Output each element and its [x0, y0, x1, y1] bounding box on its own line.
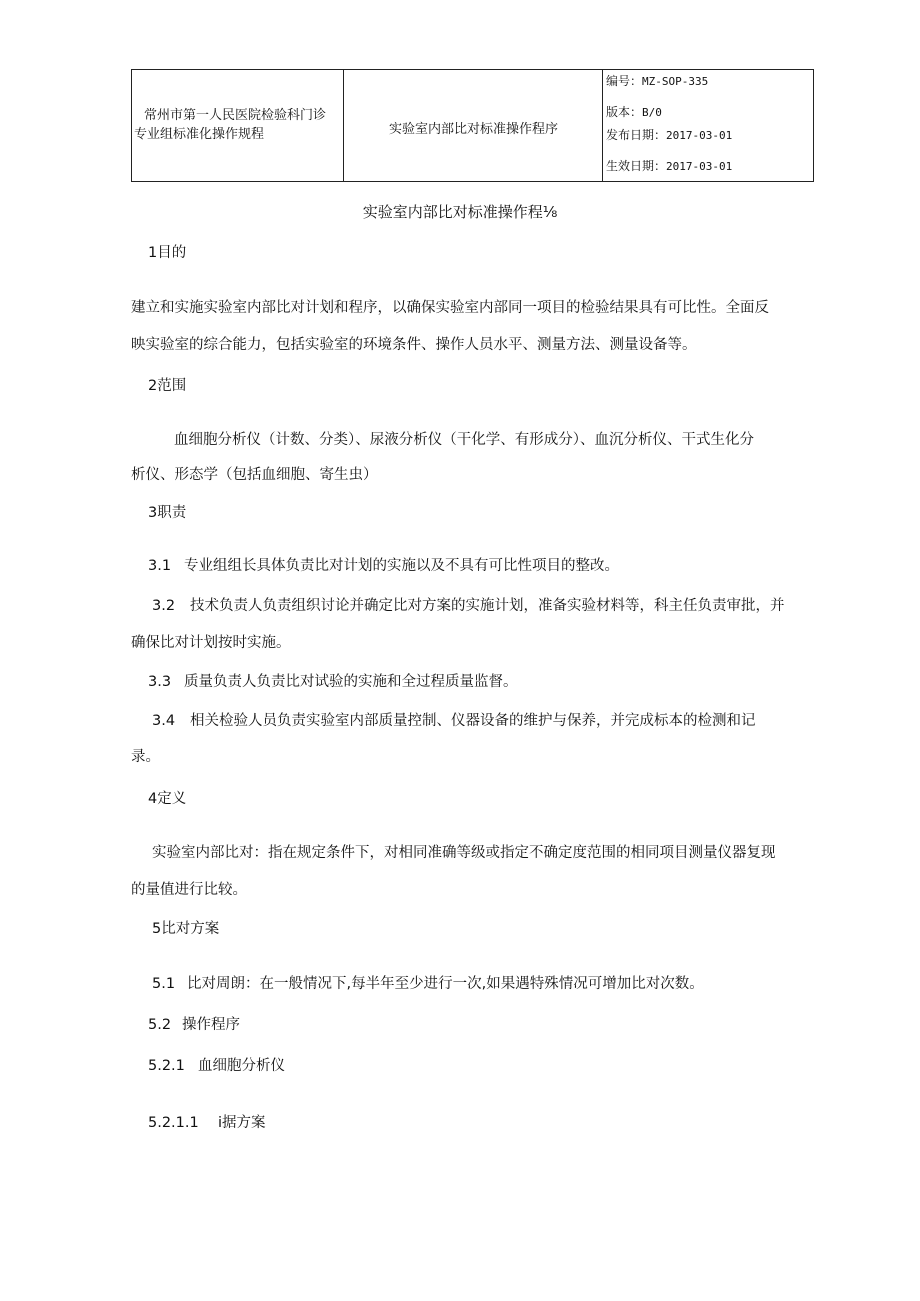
effective-date-row: [606, 157, 732, 174]
sop-title: 实验室内部比对标准操作程序: [388, 122, 558, 137]
document-header-table: [131, 69, 814, 182]
version-value: B/0: [642, 106, 662, 119]
header-title-cell: [344, 70, 603, 181]
code-label: 编号：: [606, 74, 643, 88]
section-2-heading: 2范围: [148, 378, 187, 394]
item-3-3-text: 质量负责人负责比对试验的实施和全过程质量监督。: [184, 674, 518, 690]
item-3-4-text-line-2: 录。: [131, 749, 160, 765]
item-5-2-number: 5.2: [148, 1017, 172, 1033]
section-2-text-line-1: 血细胞分析仪（计数、分类）、尿液分析仪（干化学、有形成分）、血沉分析仪、干式生化分: [174, 432, 754, 448]
hospital-name: [132, 106, 344, 144]
effective-date-label: 生效日期：: [606, 159, 667, 173]
item-3-3-number: 3.3: [148, 674, 172, 690]
header-meta-cell: [603, 70, 813, 181]
version-label: 版本：: [606, 105, 643, 119]
header-hospital-cell: [132, 70, 344, 181]
section-1-text-line-1: 建立和实施实验室内部比对计划和程序，以确保实验室内部同一项目的检验结果具有可比性。全面反: [131, 300, 769, 316]
item-5-2-text: 操作程序: [182, 1017, 240, 1033]
item-5-1-text: 比对周朗：在一般情况下,每半年至少进行一次,如果遇特殊情况可增加比对次数。: [187, 976, 704, 992]
section-5-heading: 5比对方案: [152, 921, 220, 937]
code-value: MZ-SOP-335: [642, 75, 709, 88]
item-3-2-number: 3.2: [152, 598, 176, 614]
effective-date-value: 2017-03-01: [666, 160, 733, 173]
item-5-1-number: 5.1: [152, 976, 176, 992]
code-row: [606, 72, 708, 89]
issue-date-label: 发布日期：: [606, 128, 667, 142]
section-2-text-line-2: 析仪、形态学（包括血细胞、寄生虫）: [131, 467, 378, 483]
section-1-text-line-2: 映实验室的综合能力，包括实验室的环境条件、操作人员水平、测量方法、测量设备等。: [131, 337, 697, 353]
section-4-text-line-2: 的量值进行比较。: [131, 882, 247, 898]
item-5-2-1-number: 5.2.1: [148, 1058, 185, 1074]
item-3-4-text: 相关检验人员负责实验室内部质量控制、仪器设备的维护与保养，并完成标本的检测和记: [190, 713, 756, 729]
section-4-text-line-1: 实验室内部比对：指在规定条件下，对相同准确等级或指定不确定度范围的相同项目测量仪器复现: [152, 845, 776, 861]
section-1-heading: 1目的: [148, 245, 187, 261]
issue-date-value: 2017-03-01: [666, 129, 733, 142]
section-3-heading: 3职责: [148, 505, 187, 521]
item-5-2-1-1-number: 5.2.1.1: [148, 1115, 199, 1131]
item-3-1-text: 专业组组长具体负责比对计划的实施以及不具有可比性项目的整改。: [184, 558, 619, 574]
issue-date-row: [606, 126, 732, 143]
section-4-heading: 4定义: [148, 791, 187, 807]
item-5-2-1-1-text: i据方案: [218, 1115, 266, 1131]
item-3-1-number: 3.1: [148, 558, 172, 574]
document-title: 实验室内部比对标准操作程⅛: [362, 203, 558, 221]
hospital-line-1: 常州市第一人民医院检验科门诊: [144, 108, 327, 123]
item-3-2-text-line-2: 确保比对计划按时实施。: [131, 635, 291, 651]
item-3-4-number: 3.4: [152, 713, 176, 729]
item-3-2-text: 技术负责人负责组织讨论并确定比对方案的实施计划，准备实验材料等，科主任负责审批，并: [190, 598, 785, 614]
hospital-line-2: 专业组标准化操作规程: [134, 127, 265, 142]
item-5-2-1-text: 血细胞分析仪: [198, 1058, 285, 1074]
version-row: [606, 103, 662, 120]
